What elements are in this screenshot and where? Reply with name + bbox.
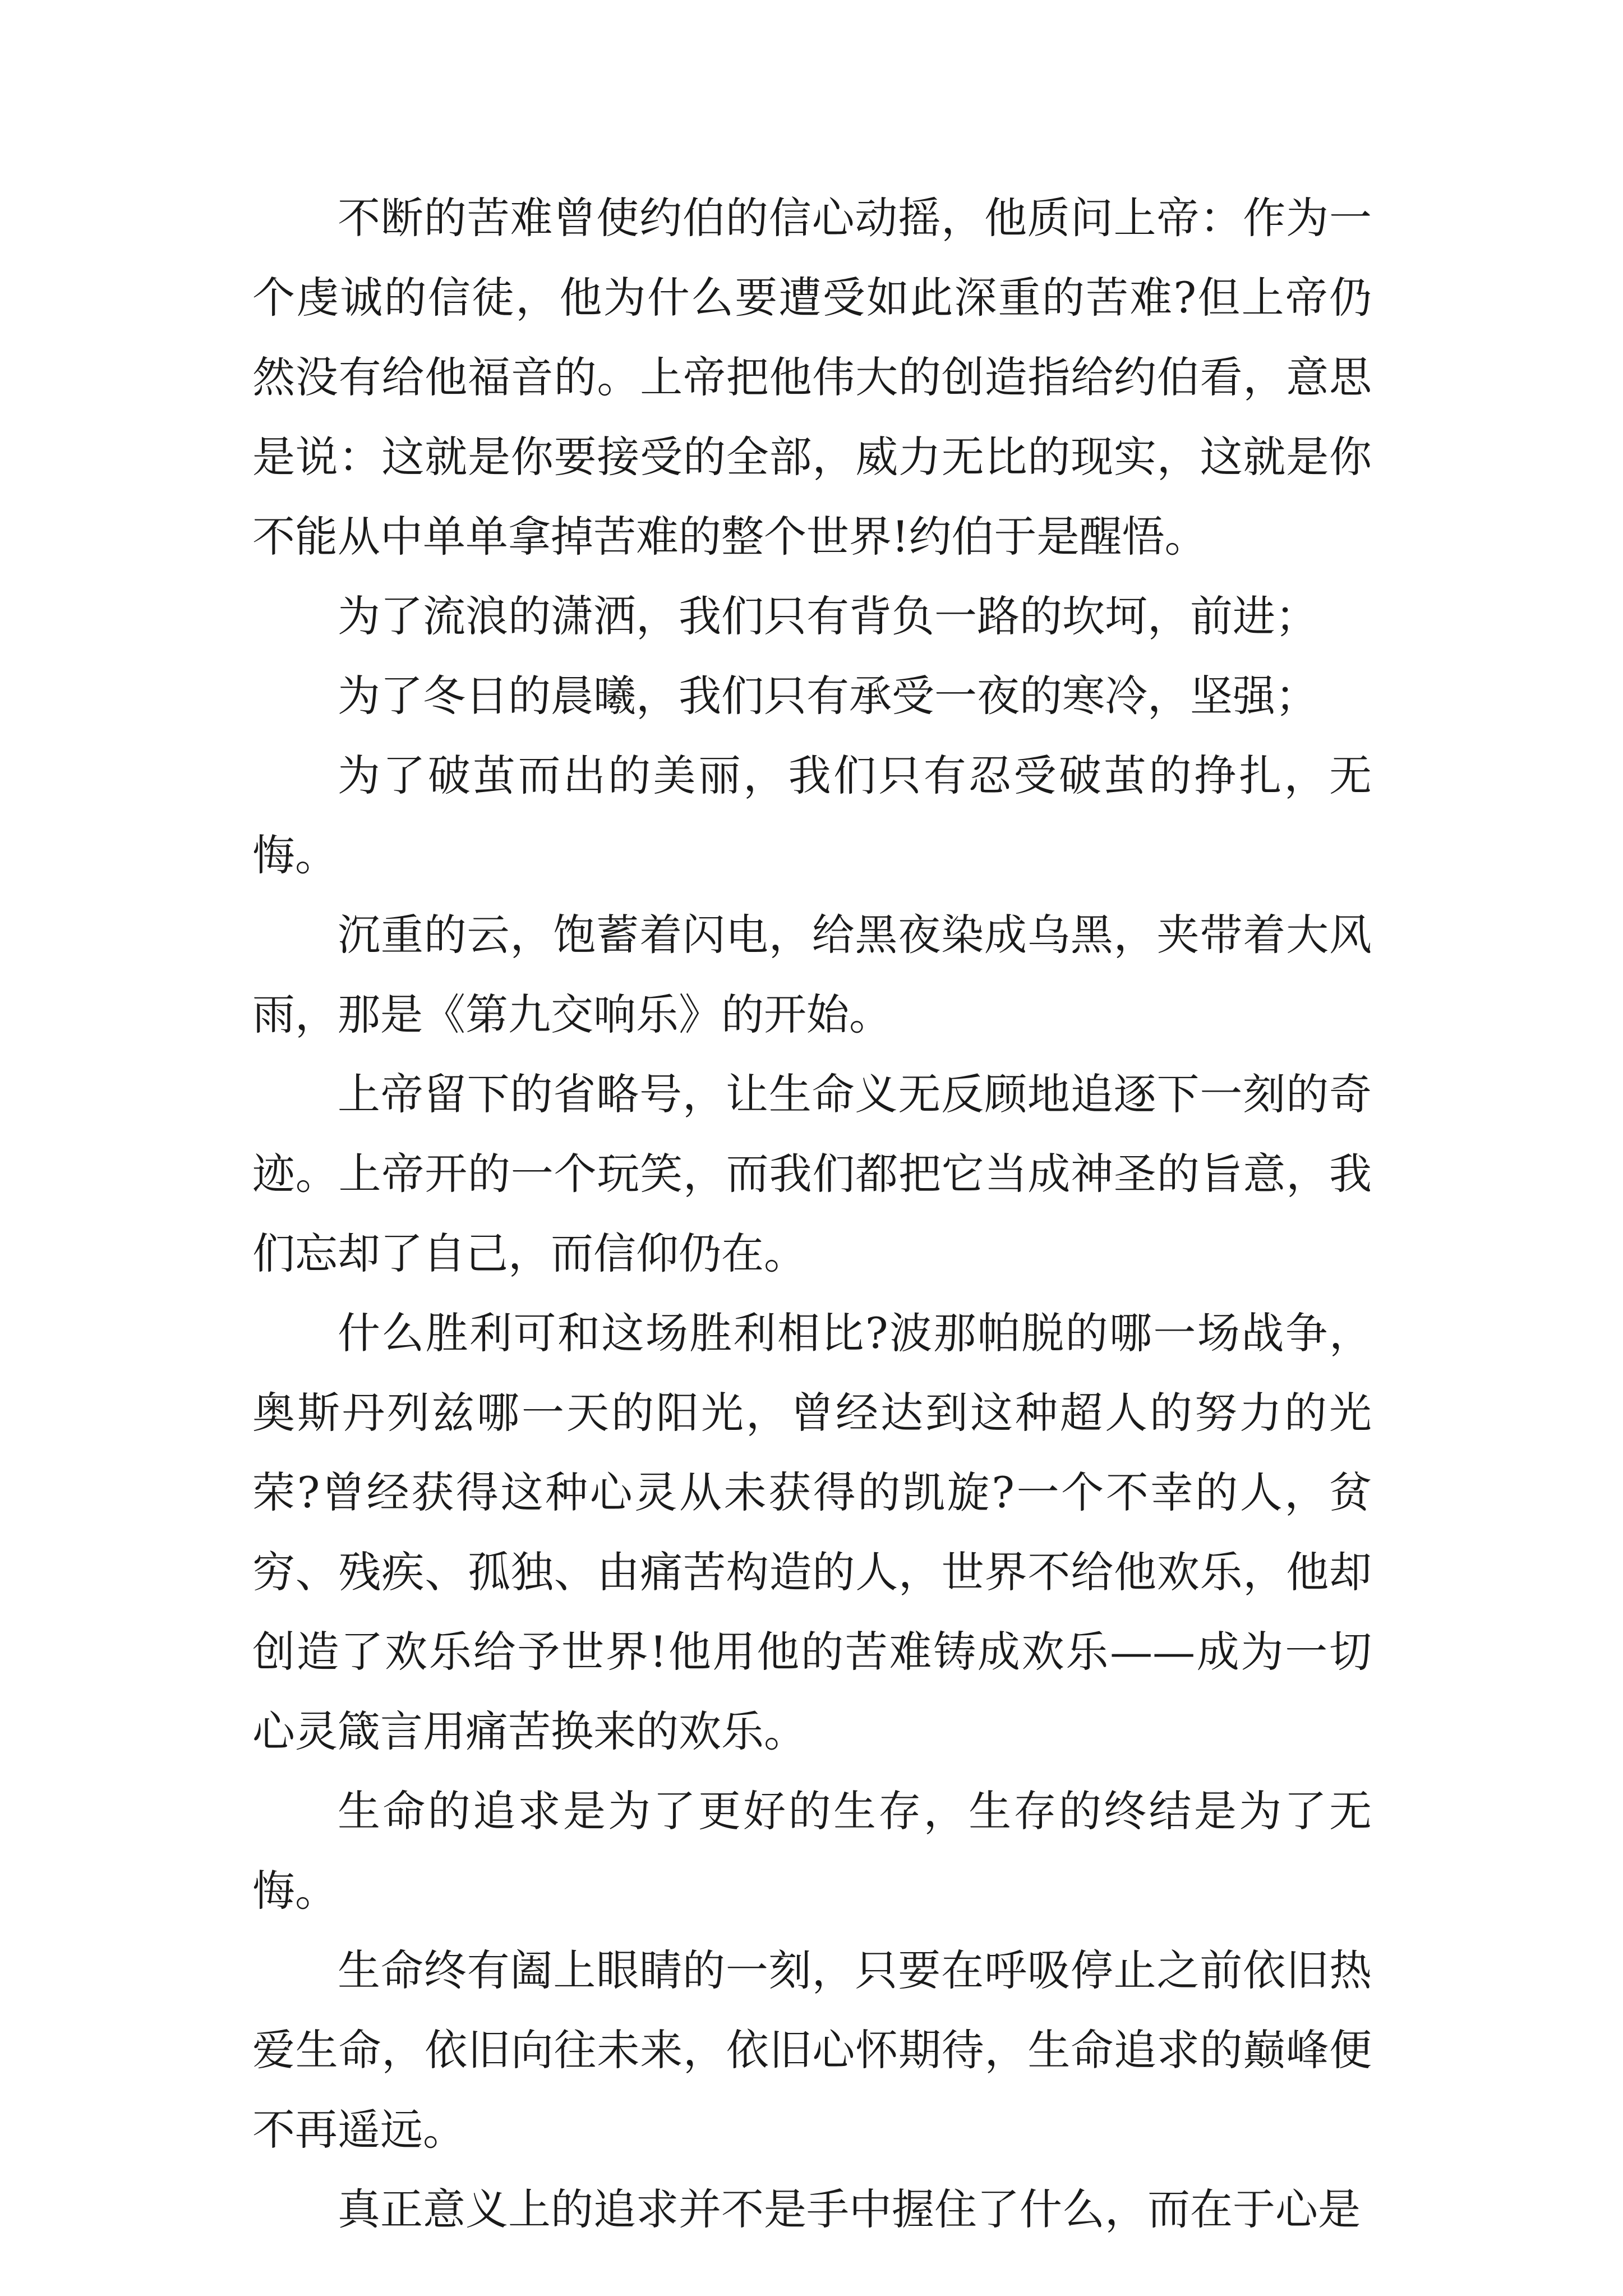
paragraph: 生命终有阖上眼睛的一刻，只要在呼吸停止之前依旧热爱生命，依旧向往未来，依旧心怀期待，生命追求的巅峰便不再遥远。 (252, 1945, 1372, 2155)
paragraph: 什么胜利可和这场胜利相比?波那帕脱的哪一场战争，奥斯丹列兹哪一天的阳光，曾经达到这种超人的努力的光荣?曾经获得这种心灵从未获得的凯旋?一个不幸的人，贫穷、残疾、孤独、由痛苦构造的人，世界不给他欢乐，他却创造了欢乐给予世界!他用他的苦难铸成欢乐——成为一切心灵箴言用痛苦换来的欢乐。 (252, 1308, 1372, 1756)
paragraph: 真正意义上的追求并不是手中握住了什么，而在于心是 (338, 2184, 1361, 2234)
paragraph: 为了破茧而出的美丽，我们只有忍受破茧的挣扎，无悔。 (252, 751, 1372, 880)
document-body (252, 178, 1372, 2249)
paragraph: 为了冬日的晨曦，我们只有承受一夜的寒冷，坚强； (338, 671, 1318, 721)
paragraph: 上帝留下的省略号，让生命义无反顾地追逐下一刻的奇迹。上帝开的一个玩笑，而我们都把它当成神圣的旨意，我们忘却了自己，而信仰仍在。 (252, 1069, 1372, 1278)
paragraph: 为了流浪的潇洒，我们只有背负一路的坎坷，前进； (338, 591, 1318, 641)
paragraph: 不断的苦难曾使约伯的信心动摇，他质问上帝：作为一个虔诚的信徒，他为什么要遭受如此深重的苦难?但上帝仍然没有给他福音的。上帝把他伟大的创造指给约伯看，意思是说：这就是你要接受的全部，威力无比的现实，这就是你不能从中单单拿掉苦难的整个世界!约伯于是醒悟。 (252, 193, 1372, 562)
paragraph: 生命的追求是为了更好的生存，生存的终结是为了无悔。 (252, 1786, 1372, 1916)
paragraph: 沉重的云，饱蓄着闪电，给黑夜染成乌黑，夹带着大风雨，那是《第九交响乐》的开始。 (252, 910, 1372, 1039)
